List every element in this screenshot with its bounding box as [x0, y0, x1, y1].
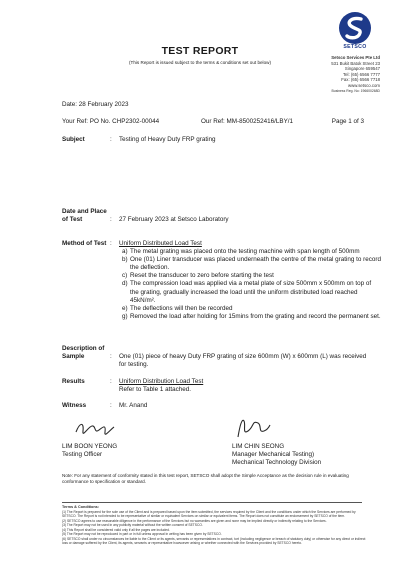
- company-address-block: [331, 55, 380, 94]
- company-fax: Fax: (65) 6566 7718: [341, 77, 380, 83]
- report-date: Date: 28 February 2023: [62, 101, 129, 108]
- step-text: The metal grating was placed onto the testing machine with span length of 500mm: [130, 248, 360, 256]
- method-step: [119, 272, 381, 280]
- right-signatory-division: Mechanical Technology Division: [232, 459, 322, 466]
- report-subtitle: (This Report is issued subject to the terms & conditions set out below): [129, 60, 271, 65]
- step-letter: e): [122, 304, 128, 312]
- right-signatory: [232, 443, 321, 467]
- conformity-note: Note: For any statement of conformity stated in this test report, SETSCO shall adopt the Simple Acceptance as the decision rule in evaluating conformance to specification or standard.: [62, 473, 349, 484]
- subject-value: Testing of Heavy Duty FRP grating: [119, 136, 216, 143]
- step-letter: d): [122, 280, 128, 288]
- step-text: The deflections will then be recorded: [130, 304, 233, 312]
- step-text: Reset the transducer to zero before starting the test: [130, 272, 274, 280]
- company-reg-number: Business Reg. No: 196600268D: [331, 88, 380, 93]
- signature-right-icon: [232, 415, 274, 443]
- method-step: [119, 256, 381, 272]
- date-place-label: [62, 208, 107, 224]
- terms-line: (4) This Report shall be considered valid only if all the pages are included.: [62, 527, 170, 532]
- logo-wordmark: SETSCO: [343, 44, 367, 50]
- your-reference: Your Ref: PO No. CHP2302-00044: [62, 118, 160, 125]
- step-letter: b): [122, 256, 128, 264]
- company-address-line-1: 531 Bukit Batok Street 23: [331, 60, 380, 66]
- terms-heading: Terms & Conditions:: [62, 505, 100, 509]
- company-website: www.setsco.com: [348, 82, 380, 88]
- right-signatory-title: Manager Mechanical Testing): [232, 451, 315, 458]
- method-block: [119, 240, 381, 321]
- signature-left-icon: [72, 418, 118, 442]
- results-block: [119, 378, 203, 394]
- step-letter: g): [122, 312, 128, 320]
- colon: :: [110, 240, 112, 247]
- subject-label: Subject: [62, 136, 85, 143]
- results-label: Results: [62, 378, 85, 385]
- method-heading: Uniform Distributed Load Test: [119, 240, 202, 247]
- colon: :: [110, 353, 112, 360]
- company-address-line-2: Singapore 659547: [344, 66, 380, 72]
- setsco-logo-icon: [337, 10, 373, 46]
- colon: :: [110, 402, 112, 409]
- terms-line: (2) SETSCO agrees to use reasonable diligence in the performance of the Services but no warranties are given and none may be implied directly or indirectly relating to the Services.: [62, 518, 327, 523]
- step-text: Removed the load after holding for 15mins from the grating and record the permanent set.: [130, 312, 381, 320]
- sample-label-line-1: Description of: [62, 345, 105, 352]
- company-tel: Tel: (65) 6566 7777: [342, 71, 380, 77]
- witness-value: Mr. Anand: [119, 402, 148, 409]
- results-heading: Uniform Distribution Load Test: [119, 378, 204, 385]
- our-reference: Our Ref: MM-8500252416/LBY/1: [201, 118, 294, 125]
- company-name: Setsco Services Pte Ltd: [331, 55, 380, 60]
- date-place-value: 27 February 2023 at Setsco Laboratory: [119, 216, 229, 223]
- method-step: [119, 305, 381, 313]
- left-signatory-name: LIM BOON YEONG: [62, 443, 118, 450]
- witness-label: Witness: [62, 402, 87, 409]
- method-step: [119, 280, 381, 304]
- method-label: Method of Test: [62, 240, 107, 247]
- sample-label: [62, 345, 104, 361]
- footer-divider: [62, 502, 362, 503]
- report-title: TEST REPORT: [161, 45, 239, 57]
- terms-and-conditions: [62, 505, 368, 546]
- page-number: Page 1 of 3: [331, 118, 364, 125]
- terms-line: (1) The Report is prepared for the sole use of the Client and is prepared based upon the item submitted, the services required by the Client and the conditions under which the Services are performed by SETSCO. The Report is not intended to be representative of similar or equivalent Services on similar or equivalent items. The Report does not constitute an endorsement by SETSCO of the item.: [62, 509, 356, 518]
- method-step: [119, 313, 381, 321]
- sample-label-line-2: Sample: [62, 353, 85, 360]
- colon: :: [110, 216, 112, 223]
- left-signatory-title: Testing Officer: [62, 451, 103, 458]
- right-signatory-name: LIM CHIN SEONG: [232, 443, 285, 450]
- terms-line: (6) SETSCO shall under no circumstances be liable to the Client or its agents, servants or representatives in contract, tort (including negligence or breach of statutory duty) or otherwise for any direct or indirect loss or damage suffered by the Client, its agents, servants or representative howsoever arising or whether connected with the Services provided by SETSCO hereto.: [62, 536, 366, 545]
- results-value: Refer to Table 1 attached.: [119, 386, 191, 393]
- step-letter: c): [122, 272, 128, 280]
- date-place-label-line-1: Date and Place: [62, 208, 107, 215]
- step-text: One (01) Liner transducer was placed underneath the centre of the metal grating to record the deflection.: [130, 256, 381, 272]
- terms-line: (5) The Report may not be reproduced in part or in full unless approval in writing has been given by SETSCO.: [62, 532, 222, 536]
- colon: :: [110, 136, 112, 143]
- date-place-label-line-2: of Test: [62, 216, 83, 223]
- colon: :: [110, 378, 112, 385]
- step-letter: a): [122, 248, 128, 256]
- method-step: [119, 248, 381, 256]
- step-text: The compression load was applied via a metal plate of size 500mm x 500mm on top of the grating, gradually increased the load until the uniform distributed load reached 45kN/m².: [130, 280, 372, 304]
- sample-value: One (01) piece of heavy Duty FRP grating of size 600mm (W) x 600mm (L) was received for testing.: [119, 353, 367, 368]
- left-signatory: [62, 443, 117, 459]
- terms-line: (3) The Report may not be used in any publicity material without the written consent of SETSCO.: [62, 523, 203, 527]
